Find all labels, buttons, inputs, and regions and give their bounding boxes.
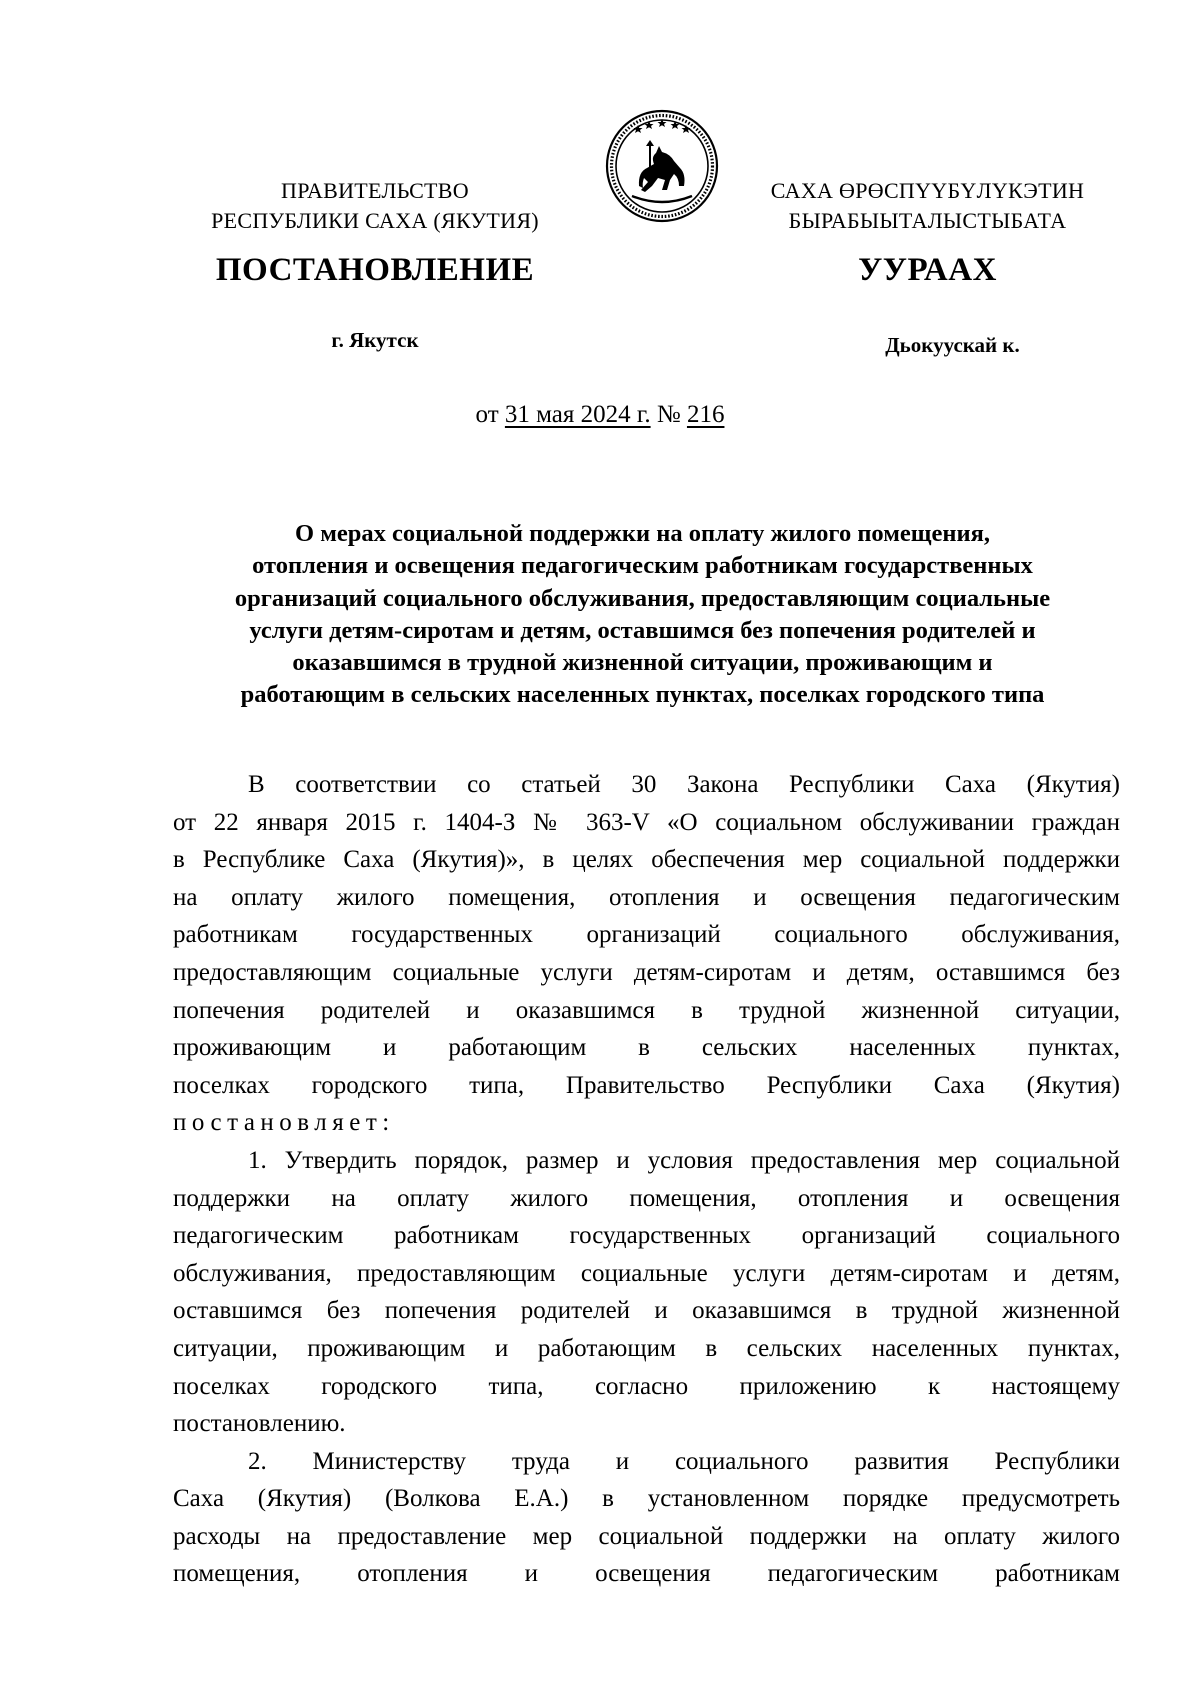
- body-line: помещения, отопления и освещения педагогическим работникам: [173, 1560, 1120, 1588]
- header-org-sah: [735, 176, 1120, 236]
- title-line: организаций социального обслуживания, предоставляющим социальные: [234, 584, 1051, 612]
- body-line: поселках городского типа, Правительство Республики Саха (Якутия): [173, 1071, 1120, 1099]
- title-line: О мерах социальной поддержки на оплату жилого помещения,: [295, 520, 990, 547]
- body-line: оставшимся без попечения родителей и оказавшимся в трудной жизненной: [173, 1297, 1120, 1325]
- document-number: 216: [686, 401, 725, 428]
- title-line: работающим в сельских населенных пунктах, поселках городского типа: [240, 681, 1045, 709]
- title-line: услуги детям-сиротам и детям, оставшимся без попечения родителей и: [249, 616, 1036, 644]
- body-line: на оплату жилого помещения, отопления и освещения педагогическим: [173, 883, 1120, 911]
- body-line: ситуации, проживающим и работающим в сельских населенных пунктах,: [173, 1334, 1120, 1362]
- body-line-decree-verb: постановляет:: [173, 1109, 395, 1137]
- header-org-sah-line-1: САХА ӨРӨСПҮҮБҮЛҮКЭТИН: [770, 178, 1085, 203]
- title-line: оказавшимся в трудной жизненной ситуации, проживающим и: [292, 649, 993, 677]
- document-date: 31 мая 2024 г.: [504, 401, 651, 428]
- header-org-ru-line-2: РЕСПУБЛИКИ САХА (ЯКУТИЯ): [211, 208, 539, 233]
- document-date-number: [0, 401, 1200, 429]
- title-line: отопления и освещения педагогическим работникам государственных: [252, 552, 1033, 580]
- body-line: Саха (Якутия) (Волкова Е.А.) в установленном порядке предусмотреть: [173, 1485, 1120, 1513]
- body-line: предоставляющим социальные услуги детям-сиротам и детям, оставшимся без: [173, 958, 1120, 986]
- header-org-ru: [165, 176, 585, 236]
- document-body: [173, 766, 1120, 1593]
- body-line: работникам государственных организаций социального обслуживания,: [173, 921, 1120, 949]
- body-line: постановлению.: [173, 1410, 346, 1438]
- header-org-sah-line-2: БЫРАБЫЫТАЛЫСТЫБАТА: [788, 208, 1067, 233]
- body-line: от 22 января 2015 г. 1404-З № 363-V «О социальном обслуживании граждан: [173, 808, 1120, 836]
- body-line: поддержки на оплату жилого помещения, отопления и освещения: [173, 1184, 1120, 1212]
- body-line: в Республике Саха (Якутия)», в целях обеспечения мер социальной поддержки: [173, 846, 1120, 874]
- body-line: В соответствии со статьей 30 Закона Республики Саха (Якутия): [248, 771, 1120, 798]
- body-line: поселках городского типа, согласно приложению к настоящему: [173, 1372, 1120, 1400]
- doc-type-sah: УУРААХ: [858, 252, 997, 288]
- city-ru: г. Якутск: [331, 328, 419, 352]
- body-line: расходы на предоставление мер социальной поддержки на оплату жилого: [173, 1522, 1120, 1550]
- city-sah: Дьокуускай к.: [885, 333, 1020, 357]
- body-line: обслуживания, предоставляющим социальные услуги детям-сиротам и детям,: [173, 1259, 1120, 1287]
- body-line: 1. Утвердить порядок, размер и условия предоставления мер социальной: [248, 1146, 1120, 1174]
- header-org-ru-line-1: ПРАВИТЕЛЬСТВО: [281, 178, 469, 203]
- date-prefix: от: [475, 401, 499, 428]
- document-title: [165, 518, 1120, 712]
- doc-type-ru: ПОСТАНОВЛЕНИЕ: [215, 252, 535, 288]
- sakha-republic-emblem-icon: [604, 108, 720, 224]
- number-sign: №: [656, 401, 681, 428]
- body-line: 2. Министерству труда и социального развития Республики: [248, 1447, 1120, 1475]
- body-line: попечения родителей и оказавшимся в трудной жизненной ситуации,: [173, 996, 1120, 1024]
- body-line: проживающим и работающим в сельских населенных пунктах,: [173, 1034, 1120, 1062]
- body-line: педагогическим работникам государственных организаций социального: [173, 1222, 1120, 1250]
